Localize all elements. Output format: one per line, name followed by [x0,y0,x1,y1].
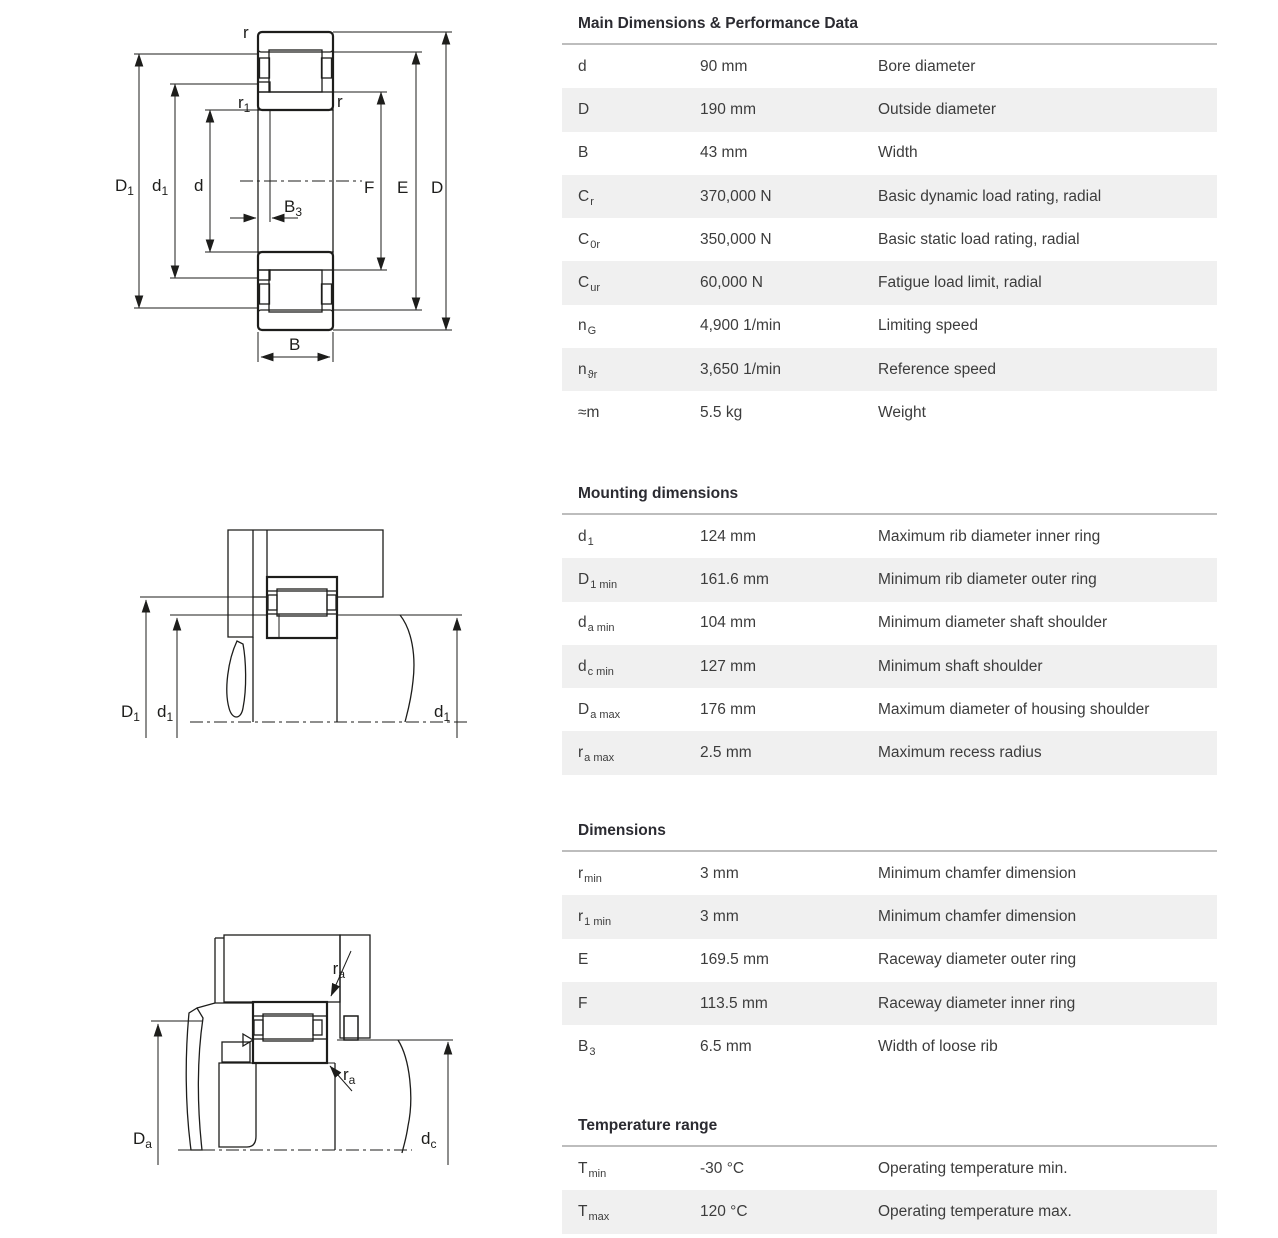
row-description: Width of loose rib [878,1037,998,1055]
row-symbol-subscript: a max [590,708,621,721]
row-value: 127 mm [700,657,756,675]
row-value: 5.5 kg [700,404,743,422]
section-title: Mounting dimensions [562,470,1217,515]
table-row [562,515,1217,558]
row-description: Operating temperature min. [878,1159,1068,1177]
row-description: Maximum rib diameter inner ring [878,527,1101,545]
row-value: 3,650 1/min [700,360,781,378]
table-row [562,731,1217,774]
row-value: 3 mm [700,907,739,925]
row-symbol-subscript: min [584,872,602,885]
row-description: Limiting speed [878,317,978,335]
row-symbol: $B_3$ [578,1037,596,1058]
recess-label-ra-bottom: $r_a$ [343,1065,356,1087]
table-temperature-range [562,1147,1217,1234]
table-row [562,88,1217,131]
row-value: 161.6 mm [700,570,769,588]
row-symbol-subscript: 0r [590,238,600,251]
row-symbol: $n_G$ [578,317,597,338]
row-symbol: $T_{max}$ [578,1202,610,1223]
row-value: 124 mm [700,527,756,545]
row-symbol-subscript: 1 min [584,915,612,928]
row-symbol: $T_{min}$ [578,1159,607,1180]
row-symbol: $r_{min}$ [578,864,602,885]
row-value: 169.5 mm [700,951,769,969]
row-symbol-subscript: max [588,1210,610,1223]
row-value: 113.5 mm [700,994,768,1012]
row-description: Minimum rib diameter outer ring [878,570,1097,588]
dim-label-d1-right: $d_1$ [434,702,451,724]
dim-label-E: E [397,178,409,197]
table-row [562,982,1217,1025]
technical-drawings [0,0,560,1238]
figure-mounting-rib-diameters [121,530,470,738]
row-value: 350,000 N [700,230,772,248]
row-symbol-subscript: 1 [587,535,594,548]
section-temperature-range [562,1102,1217,1234]
table-mounting-dimensions [562,515,1217,775]
table-row [562,348,1217,391]
row-symbol-subscript: min [588,1167,607,1180]
row-symbol: $C_r$ [578,187,594,208]
table-row [562,175,1217,218]
dim-label-d1-left: $d_1$ [157,702,174,724]
row-symbol: d [578,57,587,75]
section-title: Dimensions [562,807,1217,852]
figure-mounting-abutment [133,935,453,1165]
row-value: 90 mm [700,57,748,75]
row-description: Minimum chamfer dimension [878,864,1077,882]
row-description: Width [878,144,918,162]
row-symbol: $r_{1 min}$ [578,907,612,928]
row-symbol: $n_{ϑr}$ [578,360,598,381]
dim-label-D1: $D_1$ [121,702,140,724]
recess-label-ra-top: $r_a$ [332,959,345,981]
row-symbol-subscript: 3 [589,1045,596,1058]
table-row [562,939,1217,982]
table-row [562,261,1217,304]
row-symbol: F [578,994,588,1012]
table-row [562,602,1217,645]
row-value: 176 mm [700,700,756,718]
row-symbol: $D_{a max}$ [578,700,621,721]
section-title: Main Dimensions & Performance Data [562,0,1217,45]
row-description: Minimum shaft shoulder [878,657,1043,675]
row-description: Basic dynamic load rating, radial [878,187,1102,205]
dim-label-B3: $B_3$ [284,197,303,219]
table-row [562,132,1217,175]
row-description: Maximum recess radius [878,744,1042,762]
chamfer-label-r-top: r [243,23,249,42]
row-symbol: $r_{a max}$ [578,744,615,765]
row-description: Outside diameter [878,100,997,118]
dim-label-d1: $d_1$ [152,176,169,198]
row-symbol: D [578,100,590,118]
table-row [562,1190,1217,1233]
chamfer-label-r1: $r_1$ [238,93,251,115]
table-row [562,218,1217,261]
table-row [562,305,1217,348]
dim-label-D1: $D_1$ [115,176,134,198]
table-row [562,558,1217,601]
row-symbol: $C_{ur}$ [578,274,600,295]
row-symbol-subscript: r [590,195,594,208]
row-symbol: ≈m [578,404,600,422]
row-symbol-subscript: a min [587,622,615,635]
row-value: 43 mm [700,144,748,162]
table-row [562,1025,1217,1068]
row-value: 60,000 N [700,274,763,292]
row-value: 120 °C [700,1202,748,1220]
section-title: Temperature range [562,1102,1217,1147]
dim-label-F: F [364,178,375,197]
row-value: 3 mm [700,864,739,882]
row-symbol: $C_{0r}$ [578,230,600,251]
table-main-dimensions [562,45,1217,435]
row-value: 2.5 mm [700,744,752,762]
row-symbol: B [578,144,589,162]
dim-label-d: d [194,176,204,195]
row-symbol: E [578,951,589,969]
row-symbol-subscript: 1 min [590,578,618,591]
row-description: Basic static load rating, radial [878,230,1080,248]
row-symbol-subscript: ϑr [587,368,598,381]
table-row [562,1147,1217,1190]
table-row [562,852,1217,895]
row-description: Reference speed [878,360,997,378]
row-value: 6.5 mm [700,1037,752,1055]
table-row [562,391,1217,434]
row-value: 104 mm [700,614,756,632]
section-dimensions [562,807,1217,1068]
row-value: 190 mm [700,100,756,118]
chamfer-label-r-right: r [337,92,343,111]
row-description: Raceway diameter inner ring [878,994,1076,1012]
row-value: -30 °C [700,1159,745,1177]
row-description: Operating temperature max. [878,1202,1072,1220]
dim-label-B: B [289,335,301,354]
dim-label-dc: $d_c$ [421,1129,437,1151]
row-description: Fatigue load limit, radial [878,274,1042,292]
table-row [562,688,1217,731]
table-dimensions [562,852,1217,1068]
dim-label-Da: $D_a$ [133,1129,152,1151]
row-symbol: $d_1$ [578,527,594,548]
row-symbol: $d_{a min}$ [578,614,615,635]
row-symbol: $d_{c min}$ [578,657,614,678]
dim-label-D: D [431,178,444,197]
row-symbol-subscript: ur [590,282,600,295]
row-symbol-subscript: G [587,325,597,338]
row-description: Maximum diameter of housing shoulder [878,700,1150,718]
figure-main-cross-section [115,23,452,362]
row-description: Minimum chamfer dimension [878,907,1077,925]
row-symbol: $D_{1 min}$ [578,570,618,591]
row-symbol-subscript: c min [587,665,614,678]
row-value: 4,900 1/min [700,317,781,335]
table-row [562,45,1217,88]
row-description: Bore diameter [878,57,976,75]
row-description: Minimum diameter shaft shoulder [878,614,1108,632]
row-description: Weight [878,404,926,422]
section-mounting-dimensions [562,470,1217,775]
row-symbol-subscript: a max [584,752,615,765]
table-row [562,645,1217,688]
row-value: 370,000 N [700,187,772,205]
row-description: Raceway diameter outer ring [878,951,1077,969]
table-row [562,895,1217,938]
section-main-dimensions [562,0,1217,435]
